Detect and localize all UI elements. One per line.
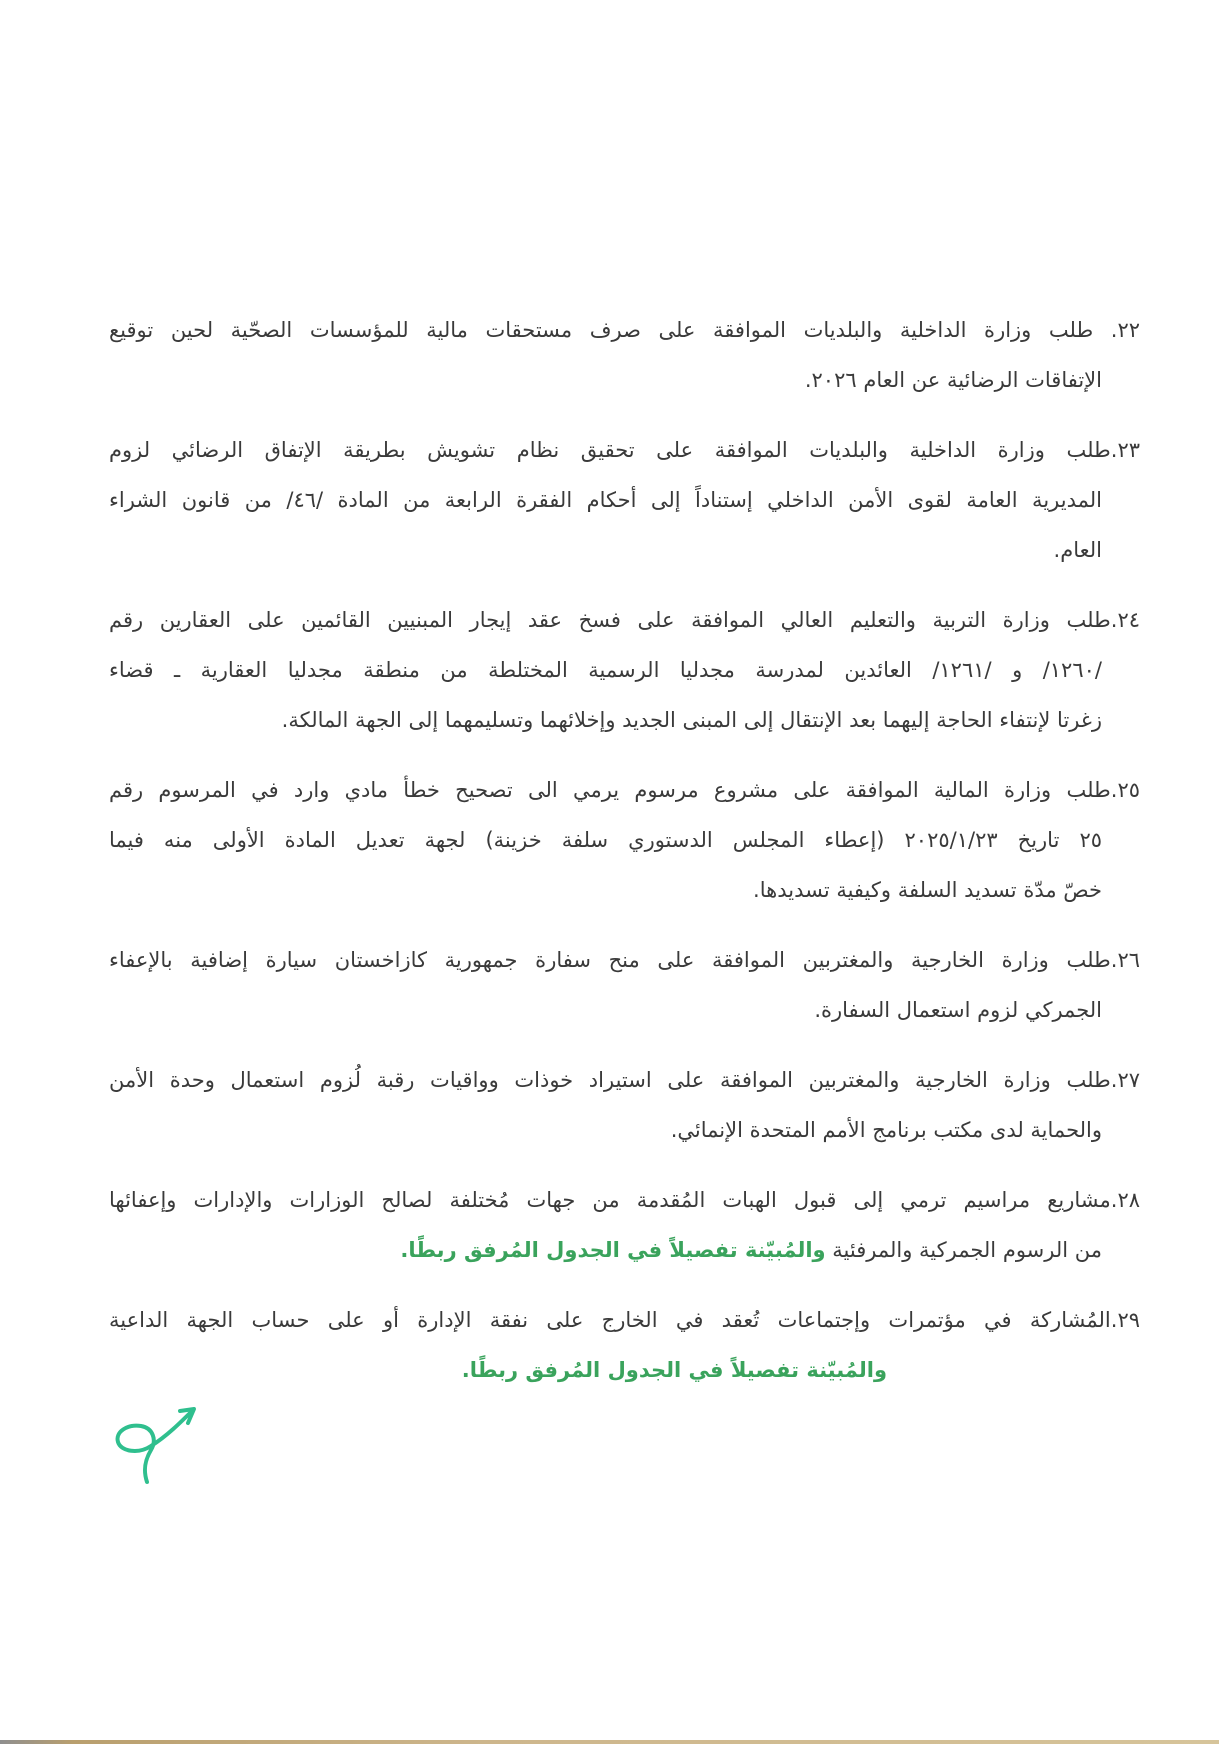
item-line xyxy=(109,425,1140,475)
text-run: خصّ مدّة تسديد السلفة وكيفية تسديدها. xyxy=(753,878,1102,902)
document-item xyxy=(109,305,1140,405)
item-line xyxy=(109,475,1102,525)
text-run: ٢٧.طلب وزارة الخارجية والمغتربين الموافقة على استيراد خوذات وواقيات رقبة لُزوم استعمال وحدة الأمن xyxy=(109,1068,1140,1092)
text-run: والحماية لدى مكتب برنامج الأمم المتحدة الإنمائي. xyxy=(670,1118,1102,1142)
text-run: /١٢٦٠/ و /١٢٦١/ العائدين لمدرسة مجدليا الرسمية المختلطة من منطقة مجدليا العقارية ـ قضاء xyxy=(109,658,1102,682)
document-item xyxy=(109,765,1140,915)
item-line xyxy=(109,985,1102,1035)
item-line xyxy=(109,815,1102,865)
text-run: المديرية العامة لقوى الأمن الداخلي إستناداً إلى أحكام الفقرة الرابعة من المادة /٤٦/ من قانون الشراء xyxy=(109,488,1102,512)
text-run: ٢٩.المُشاركة في مؤتمرات وإجتماعات تُعقد في الخارج على نفقة الإدارة أو على حساب الجهة الداعية xyxy=(109,1308,1140,1332)
item-line xyxy=(109,355,1102,405)
document-item xyxy=(109,935,1140,1035)
text-run: ٢٢. طلب وزارة الداخلية والبلديات الموافقة على صرف مستحقات مالية للمؤسسات الصحّية لحين توقيع xyxy=(109,318,1140,342)
item-line xyxy=(109,865,1102,915)
item-line xyxy=(109,305,1140,355)
text-run: العام. xyxy=(1053,538,1102,562)
page-scan-edge xyxy=(0,1740,1219,1744)
signature-stroke xyxy=(118,1410,193,1482)
item-line xyxy=(109,525,1102,575)
text-run: ٢٨.مشاريع مراسيم ترمي إلى قبول الهبات المُقدمة من جهات مُختلفة لصالح الوزارات والإدارات وإعفائها xyxy=(109,1188,1140,1212)
item-line xyxy=(109,1225,1102,1275)
document-item xyxy=(109,1055,1140,1155)
text-run: ٢٥.طلب وزارة المالية الموافقة على مشروع مرسوم يرمي الى تصحيح خطأ مادي وارد في المرسوم رقم xyxy=(109,778,1140,802)
document-item xyxy=(109,595,1140,745)
item-line xyxy=(109,1295,1140,1345)
item-line xyxy=(109,695,1102,745)
item-line xyxy=(109,595,1140,645)
item-line xyxy=(109,935,1140,985)
text-run: ٢٦.طلب وزارة الخارجية والمغتربين الموافقة على منح سفارة جمهورية كازاخستان سيارة إضافية بالإعفاء xyxy=(109,948,1140,972)
item-line xyxy=(109,765,1140,815)
item-line xyxy=(109,1105,1102,1155)
text-run: زغرتا لإنتفاء الحاجة إليهما بعد الإنتقال إلى المبنى الجديد وإخلائهما وتسليمهما إلى الجهة المالكة. xyxy=(281,708,1102,732)
document-body xyxy=(109,305,1140,1415)
signature-mark xyxy=(95,1402,265,1537)
item-line xyxy=(109,1055,1140,1105)
item-line xyxy=(109,1345,887,1395)
text-run: الإتفاقات الرضائية عن العام ٢٠٢٦. xyxy=(804,368,1102,392)
document-item xyxy=(109,425,1140,575)
highlighted-text-run: والمُبيّنة تفصيلاً في الجدول المُرفق ربطًا. xyxy=(400,1238,826,1262)
document-item xyxy=(109,1295,1140,1395)
item-line xyxy=(109,645,1102,695)
document-item xyxy=(109,1175,1140,1275)
highlighted-text-run: والمُبيّنة تفصيلاً في الجدول المُرفق ربطًا. xyxy=(461,1358,887,1382)
text-run: ٢٥ تاريخ ٢٠٢٥/١/٢٣ (إعطاء المجلس الدستوري سلفة خزينة) لجهة تعديل المادة الأولى منه فيما xyxy=(109,828,1103,852)
text-run: الجمركي لزوم استعمال السفارة. xyxy=(814,998,1102,1022)
text-run: ٢٣.طلب وزارة الداخلية والبلديات الموافقة على تحقيق نظام تشويش بطريقة الإتفاق الرضائي لزوم xyxy=(109,438,1140,462)
text-run: ٢٤.طلب وزارة التربية والتعليم العالي الموافقة على فسخ عقد إيجار المبنيين القائمين على العقارين رقم xyxy=(109,608,1140,632)
item-line xyxy=(109,1175,1140,1225)
text-run: من الرسوم الجمركية والمرفئية xyxy=(825,1238,1102,1262)
